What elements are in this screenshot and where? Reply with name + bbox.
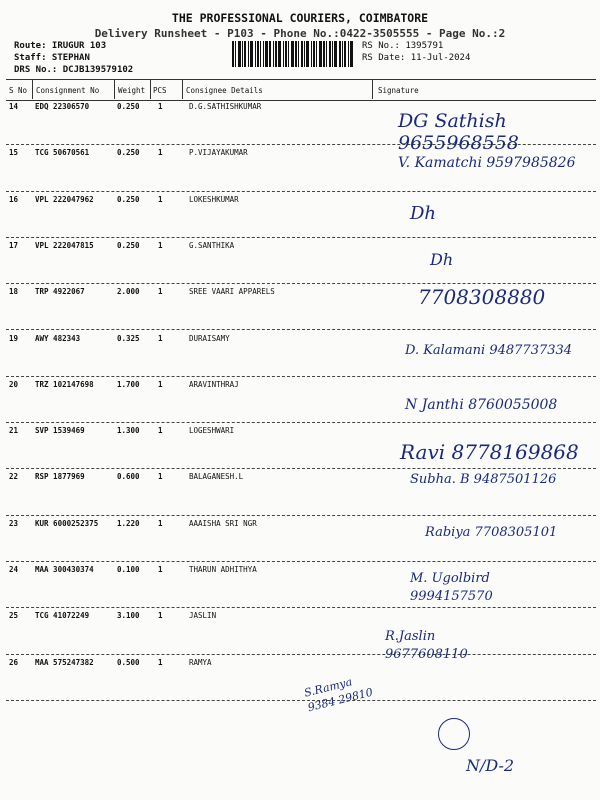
row-separator	[6, 700, 596, 701]
col-pcs: PCS	[153, 86, 167, 95]
row-weight: 2.000	[117, 287, 140, 297]
signature-26: S.Ramya 9384 29810	[302, 675, 375, 715]
row-sno: 19	[9, 333, 19, 343]
row-weight: 0.250	[117, 240, 140, 250]
signature-16: Dh	[410, 203, 437, 224]
row-consignment: RSP 1877969	[35, 472, 85, 482]
col-divider	[114, 79, 115, 99]
col-consignee: Consignee Details	[186, 86, 263, 95]
row-pcs: 1	[158, 472, 163, 482]
signature-20: N Janthi 8760055008	[405, 397, 558, 413]
row-pcs: 1	[158, 333, 163, 343]
signature-21: Ravi 8778169868	[400, 440, 579, 464]
row-consignee: RAMYA	[189, 657, 212, 667]
row-weight: 1.220	[117, 518, 140, 528]
row-sno: 18	[9, 287, 19, 297]
rs-date: RS Date: 11-Jul-2024	[362, 53, 471, 63]
table-row	[6, 238, 596, 284]
row-sno: 24	[9, 565, 19, 574]
row-consignee: P.VIJAYAKUMAR	[189, 148, 248, 158]
row-pcs: 1	[158, 148, 163, 158]
circle-mark	[438, 718, 470, 750]
row-weight: 0.100	[117, 565, 140, 574]
row-sno: 21	[9, 426, 19, 436]
row-weight: 0.500	[117, 657, 140, 667]
row-consignee: AAAISHA SRI NGR	[189, 518, 257, 528]
row-consignment: MAA 300430374	[35, 565, 94, 574]
row-consignee: D.G.SATHISHKUMAR	[189, 102, 262, 111]
row-consignee: LOKESHKUMAR	[189, 194, 239, 204]
row-consignment: VPL 222047815	[35, 240, 94, 250]
col-divider	[372, 79, 373, 99]
col-divider	[182, 79, 183, 99]
row-pcs: 1	[158, 240, 163, 250]
col-divider	[150, 79, 151, 99]
row-sno: 23	[9, 518, 19, 528]
row-pcs: 1	[158, 611, 163, 621]
signature-19: D. Kalamani 9487737334	[405, 343, 573, 358]
row-pcs: 1	[158, 194, 163, 204]
rs-number: RS No.: 1395791	[362, 41, 444, 51]
table-row	[6, 608, 596, 654]
barcode	[232, 41, 360, 67]
route-label: Route: IRUGUR 103	[14, 41, 107, 51]
row-sno: 14	[9, 102, 19, 111]
signature-25: R.Jaslin 9677608110	[385, 629, 468, 662]
row-weight: 0.250	[117, 102, 140, 111]
row-sno: 26	[9, 657, 19, 667]
row-consignment: KUR 6000252375	[35, 518, 99, 528]
row-sno: 22	[9, 472, 19, 482]
signature-17: Dh	[430, 250, 454, 269]
signature-15: V. Kamatchi 9597985826	[398, 155, 576, 171]
row-pcs: 1	[158, 426, 163, 436]
signature-14: DG Sathish 9655968558	[398, 110, 519, 154]
row-consignee: JASLIN	[189, 611, 217, 621]
row-consignee: SREE VAARI APPARELS	[189, 287, 275, 297]
row-weight: 0.250	[117, 148, 140, 158]
document-title: THE PROFESSIONAL COURIERS, COIMBATORE	[171, 11, 429, 25]
nd-note: N/D-2	[466, 756, 515, 775]
row-weight: 1.300	[117, 426, 140, 436]
row-pcs: 1	[158, 379, 163, 389]
col-signature: Signature	[378, 86, 419, 95]
row-weight: 0.600	[117, 472, 140, 482]
row-consignee: LOGESHWARI	[189, 426, 235, 436]
row-weight: 0.325	[117, 333, 140, 343]
row-sno: 17	[9, 240, 19, 250]
row-consignment: VPL 222047962	[35, 194, 94, 204]
row-weight: 0.250	[117, 194, 140, 204]
row-consignment: TRZ 102147698	[35, 379, 94, 389]
row-consignee: DURAISAMY	[189, 333, 230, 343]
row-sno: 16	[9, 194, 19, 204]
signature-24: M. Ugolbird 9994157570	[410, 571, 493, 604]
row-weight: 3.100	[117, 611, 140, 621]
row-consignee: BALAGANESH.L	[189, 472, 244, 482]
staff-label: Staff: STEPHAN	[14, 53, 90, 63]
row-pcs: 1	[158, 657, 163, 667]
col-sno: S No	[9, 86, 28, 95]
runsheet-table	[6, 79, 596, 101]
table-header	[6, 80, 596, 101]
signature-23: Rabiya 7708305101	[425, 525, 558, 540]
row-pcs: 1	[158, 565, 163, 574]
row-consignment: TRP 4922067	[35, 287, 85, 297]
row-consignment: EDQ 22306570	[35, 102, 90, 111]
table-row	[6, 192, 596, 238]
row-consignment: TCG 41072249	[35, 611, 90, 621]
row-consignment: AWY 482343	[35, 333, 81, 343]
row-pcs: 1	[158, 518, 163, 528]
row-consignment: SVP 1539469	[35, 426, 85, 436]
row-sno: 20	[9, 379, 19, 389]
row-weight: 1.700	[117, 379, 140, 389]
row-consignee: G.SANTHIKA	[189, 240, 235, 250]
row-pcs: 1	[158, 287, 163, 297]
col-weight: Weight	[118, 86, 146, 95]
drs-number: DRS No.: DCJB139579102	[14, 65, 134, 75]
col-consignment: Consignment No	[36, 86, 100, 95]
row-pcs: 1	[158, 102, 163, 111]
col-divider	[32, 79, 33, 99]
row-consignee: ARAVINTHRAJ	[189, 379, 239, 389]
row-consignee: THARUN ADHITHYA	[189, 565, 257, 574]
row-sno: 25	[9, 611, 19, 621]
row-consignment: MAA 575247382	[35, 657, 94, 667]
row-sno: 15	[9, 148, 19, 158]
signature-22: Subha. B 9487501126	[410, 472, 557, 487]
table-row	[6, 655, 596, 701]
signature-18: 7708308880	[418, 285, 546, 309]
runsheet-subtitle: Delivery Runsheet - P103 - Phone No.:0422-3505555 - Page No.:2	[94, 27, 506, 40]
row-consignment: TCG 50670561	[35, 148, 90, 158]
